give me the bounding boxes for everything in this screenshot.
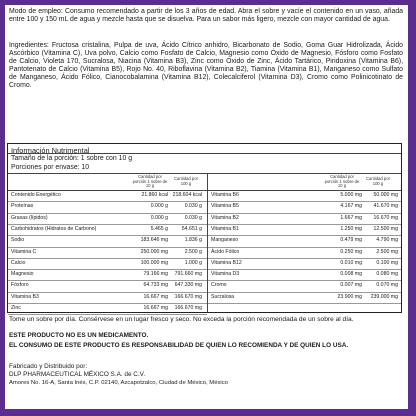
left-per-100-value: 0.030 g [184,203,202,210]
right-nutrient-name: Vitamina D3 [211,271,240,278]
right-per-100-value: 16.670 mg [373,214,398,221]
company-name: DLP PHARMACEUTICAL MÉXICO S.A. de C.V. [9,371,146,378]
right-per-100-value: 4.790 mg [376,237,398,244]
left-per-serving-value: 64.733 mg [143,282,168,289]
right-nutrient-name: Vitamina B2 [211,214,239,221]
left-per-100-value: 218.604 kcal [172,192,202,198]
left-nutrient-name: Vitamina B3 [11,293,39,300]
left-per-serving-value: 21.860 kcal [141,192,168,198]
left-per-100-value: 647.330 mg [174,282,202,289]
right-per-100-value: 41.670 mg [373,203,398,210]
right-nutrient-name: Vitamina B5 [211,203,239,210]
right-row-divider [208,292,401,293]
left-row-divider [8,235,207,236]
left-per-serving-value: 16.667 mg [143,305,168,311]
left-per-100-value: 166.670 mg [174,305,202,311]
right-row-divider [208,269,401,270]
left-per-serving-value: 79.166 mg [143,271,168,278]
left-header-per-serving: Cantidad por porción 1 sobre de 10 g [132,174,168,189]
left-per-serving-value: 183.646 mg [140,237,168,244]
left-per-100-value: 791.660 mg [174,271,202,278]
right-per-serving-value: 0.007 mg [340,282,362,289]
table-head-divider [8,190,401,191]
right-per-serving-value: 5.000 mg [340,192,362,198]
left-row-divider [8,269,207,270]
left-per-100-value: 54.651 g [181,225,202,232]
usage-instructions: Modo de empleo: Consumo recomendado a partir de los 3 años de edad. Abra el sobre y vacíe el contenido en un vaso, añada entre 100 y 150 mL de agua y mezcle hasta que se disuelva. Para un sabor más ligero, mezcle con mayor cantidad de agua. [9,8,403,24]
left-row-divider [8,201,207,202]
right-row-divider [208,201,401,202]
right-per-100-value: 239.000 mg [370,293,398,300]
right-row-divider [208,258,401,259]
left-header-per-100: Cantidad por 100 g [174,176,198,186]
product-label [5,5,408,409]
not-medicine-warning: ESTE PRODUCTO NO ES UN MEDICAMENTO. [9,332,149,339]
left-row-divider [8,247,207,248]
servings-per-container: Porciones por envase: 10 [11,164,90,171]
right-per-100-value: 0.080 mg [376,271,398,278]
right-per-100-value: 50.000 mg [373,192,398,198]
left-per-100-value: 1.000 g [184,259,202,266]
right-per-serving-value: 0.010 mg [340,259,362,266]
left-per-serving-value: 250.000 mg [140,248,168,255]
left-row-divider [8,224,207,225]
right-per-serving-value: 23.900 mg [337,293,362,300]
left-nutrient-name: Fósforo [11,282,29,289]
right-per-serving-value: 1.250 mg [340,225,362,232]
right-nutrient-name: Manganeso [211,237,239,244]
nutrition-title: Información Nutrimental [11,146,90,155]
left-nutrient-name: Sodio [11,237,25,244]
ingredients-list: Ingredientes: Fructosa cristalina, Pulpa de uva, Ácido Cítrico anhidro, Bicarbonato de Sodio, Goma Guar Hidrolizada, Ácido Ascórbico (Vitamina C), Uva polvo, Calcio como Fosfato de Calcio, Magnesio como Óxido de Magnesio, Fósforo como Fosfato de Calcio, Violeta 170, Sucralosa, Niacina (Vitamina B3), Zinc como Óxido de Zinc, Ácido Tartárico, Piridoxina (Vitamina B6), Pantotenato de Calcio (Vitamina B5), Rojo No. 40, Riboflavina (Vitamina B2), Tiamina (Vitamina B1), Manganeso como Sulfato de Manganeso, Ácido Fólico, Cianocobalamina (Vitamina B12), Colecalciferol (Vitamina D3), Cromo como Polinicotinato de Cromo. [9,42,403,90]
left-nutrient-name: Contenido Energético [11,192,61,198]
right-per-100-value: 2.500 mg [376,248,398,255]
right-row-divider [208,280,401,281]
right-per-100-value: 12.500 mg [373,225,398,232]
serving-size: Tamaño de la porción: 1 sobre con 10 g [11,155,133,162]
left-nutrient-name: Calcio [11,259,26,266]
right-nutrient-name: Ácido Fólico [211,248,240,255]
right-per-serving-value: 0.479 mg [340,237,362,244]
left-per-100-value: 0.030 g [184,214,202,221]
right-nutrient-name: Sucralosa [211,293,235,300]
right-per-serving-value: 0.250 mg [340,248,362,255]
left-per-serving-value: 0.000 g [150,203,168,210]
left-nutrient-name: Grasas (lípidos) [11,214,48,221]
left-per-100-value: 1.836 g [184,237,202,244]
left-nutrient-name: Carbohidratos (Hidratos de Carbono) [11,225,97,232]
left-per-serving-value: 0.000 g [150,214,168,221]
right-row-divider [208,303,401,304]
left-nutrient-name: Vitamina C [11,248,37,255]
left-row-divider [8,292,207,293]
right-header-per-100: Cantidad por 100 g [366,176,390,186]
dosage-text: Tome un sobre por día. Consérvese en un lugar fresco y seco. No exceda la porción recomendada de un sobre al día. [9,316,354,323]
title-divider [8,153,401,154]
right-row-divider [208,247,401,248]
right-header-per-serving: Cantidad por porción 1 sobre de 10 g [324,174,360,189]
left-row-divider [8,280,207,281]
right-per-serving-value: 1.667 mg [340,214,362,221]
left-row-divider [8,258,207,259]
right-per-100-value: 0.070 mg [376,282,398,289]
left-per-serving-value: 5.465 g [150,225,168,232]
left-row-divider [8,213,207,214]
right-per-serving-value: 0.008 mg [340,271,362,278]
right-nutrient-name: Vitamina B12 [211,259,242,266]
right-per-100-value: 0.100 mg [376,259,398,266]
right-row-divider [208,213,401,214]
company-address: Amores No. 16-A, Santa Inés, C.P. 02140, Azcapotzalco, Ciudad de México, México [9,380,228,386]
right-nutrient-name: Vitamina B1 [211,225,239,232]
right-nutrient-name: Cromo [211,282,227,289]
left-nutrient-name: Zinc [11,305,21,311]
right-row-divider [208,224,401,225]
left-per-serving-value: 100.000 mg [140,259,168,266]
responsibility-warning: EL CONSUMO DE ESTE PRODUCTO ES RESPONSABILIDAD DE QUIEN LO RECOMIENDA Y DE QUIEN LO USA. [9,342,349,349]
right-row-divider [208,235,401,236]
distributed-by-label: Fabricado y Distribuido por: [9,363,88,370]
nutrition-facts-table [7,143,402,313]
left-per-100-value: 2.500 g [184,248,202,255]
left-row-divider [8,303,207,304]
right-nutrient-name: Vitamina B6 [211,192,239,198]
left-per-100-value: 166.670 mg [174,293,202,300]
left-per-serving-value: 16.667 mg [143,293,168,300]
left-nutrient-name: Proteínas [11,203,34,210]
purple-bottom-band [5,409,408,416]
left-nutrient-name: Magnesio [11,271,34,278]
right-per-serving-value: 4.167 mg [340,203,362,210]
